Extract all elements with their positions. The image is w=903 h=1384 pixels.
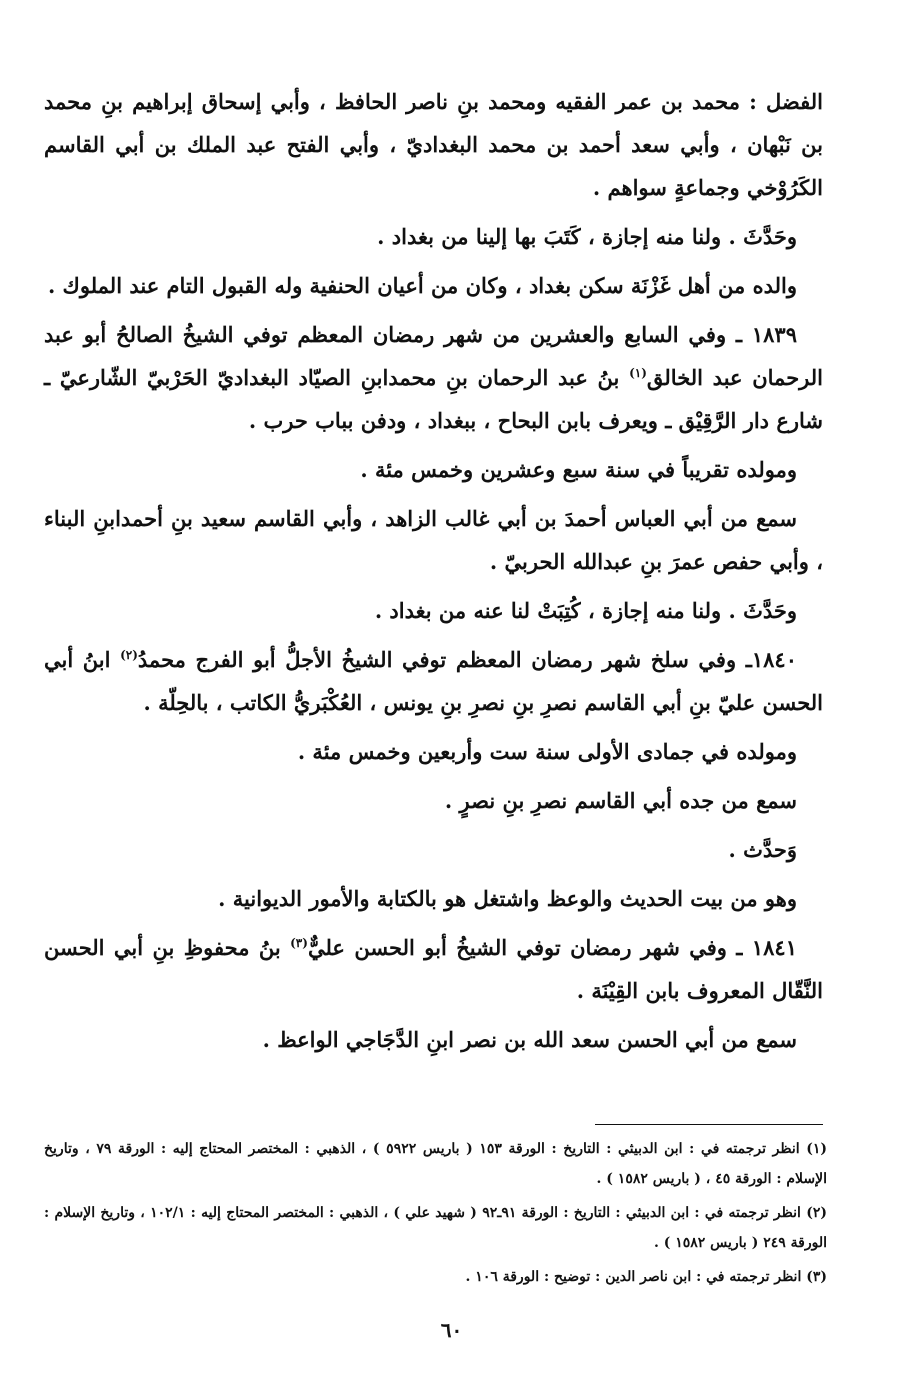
paragraph: وحَدَّثَ . ولنا منه إجازة ، كُتِبَتْ لنا عنه من بغداد . xyxy=(374,598,797,623)
entry-1840 xyxy=(44,638,823,724)
footnote-ref[interactable]: (١) xyxy=(629,366,647,380)
footnote: (٢) انظر ترجمته في : ابن الدبيثي : التاريخ : الورقة ٩١ـ٩٢ ( شهيد علي ) ، الذهبي : المختصر المحتاج إليه : ١٠٢/١ ، وتاريخ الإسلام : الورقة ٢٤٩ ( باريس ١٥٨٢ ) . xyxy=(44,1205,827,1251)
footnote-ref[interactable]: (٢) xyxy=(120,648,138,662)
entry-text: ـ وفي السابع والعشرين من شهر رمضان المعظم توفي الشيخُ الصالحُ أبو عبد الرحمان عبد الخالق xyxy=(44,322,824,390)
paragraph: سمع من أبي العباس أحمدَ بن أبي غالب الزاهد ، وأبي القاسم سعيد بنِ أحمدابنِ البناء ، وأبي حفص عمرَ بنِ عبدالله الحربيّ . xyxy=(44,506,823,574)
entry-1841 xyxy=(44,926,823,1012)
paragraph: وهو من بيت الحديث والوعظ واشتغل هو بالكتابة والأمور الديوانية . xyxy=(218,886,797,911)
entry-text: ـ وفي شهر رمضان توفي الشيخُ أبو الحسن عليٌّ xyxy=(307,935,752,960)
entry-1839 xyxy=(44,313,823,442)
footnotes xyxy=(44,1134,827,1296)
paragraph: سمع من أبي الحسن سعد الله بن نصر ابنِ الدَّجَاجي الواعظ . xyxy=(262,1027,797,1052)
paragraph: وَحدَّث . xyxy=(728,837,797,862)
entry-number: ١٨٤١ xyxy=(751,935,797,960)
entry-text: ابنُ أبي الحسن عليّ بنِ أبي القاسم نصرِ بنِ نصرِ بنِ يونس ، العُكْبَريُّ الكاتب ، بالحِلّة . xyxy=(44,647,823,715)
page-body xyxy=(44,80,823,1067)
footnote: (٣) انظر ترجمته في : ابن ناصر الدين : توضيح : الورقة ١٠٦ . xyxy=(465,1269,827,1285)
paragraph: ومولده في جمادى الأولى سنة ست وأربعين وخمس مئة . xyxy=(297,739,797,764)
footnote-ref[interactable]: (٣) xyxy=(290,936,308,950)
footnote: (١) انظر ترجمته في : ابن الدبيثي : التاريخ : الورقة ١٥٣ ( باريس ٥٩٢٢ ) ، الذهبي : المختصر المحتاج إليه : الورقة ٧٩ ، وتاريخ الإسلام : الورقة ٤٥ ، ( باريس ١٥٨٢ ) . xyxy=(44,1141,828,1187)
paragraph: الفضل : محمد بن عمر الفقيه ومحمد بنِ ناصر الحافظ ، وأبي إسحاق إبراهيم بنِ محمد بن نَبْهان ، وأبي سعد أحمد بن محمد البغداديّ ، وأبي الفتح عبد الملك بن أبي القاسم الكَرُوْخي وجماعةٍ سواهم . xyxy=(44,89,823,200)
entry-text: بنُ عبد الرحمان بنِ محمدابنِ الصيّاد البغداديّ الحَرْبيّ الشّارعيّ ـ شارع دار الرَّقِيْق ـ ويعرف بابن البحاح ، ببغداد ، ودفن بباب حرب . xyxy=(44,365,823,433)
paragraph: والده من أهل غَزْنَة سكن بغداد ، وكان من أعيان الحنفية وله القبول التام عند الملوك . xyxy=(47,273,797,298)
page-number: ٦٠ xyxy=(440,1318,463,1342)
entry-number: ١٨٤٠ xyxy=(751,647,797,672)
paragraph: سمع من جده أبي القاسم نصرِ بنِ نصرٍ . xyxy=(444,788,797,813)
paragraph: وحَدَّثَ . ولنا منه إجازة ، كَتَبَ بها إلينا من بغداد . xyxy=(377,224,797,249)
entry-text: بنُ محفوظِ بنِ أبي الحسن النَّقّال المعروف بابن القِيْنَة . xyxy=(44,935,823,1003)
entry-number: ١٨٣٩ xyxy=(751,322,797,347)
entry-text: ـ وفي سلخ شهر رمضان المعظم توفي الشيخُ الأجلُّ أبو الفرج محمدُ xyxy=(137,647,752,672)
footnote-divider xyxy=(595,1124,823,1125)
paragraph: ومولده تقريباً في سنة سبع وعشرين وخمس مئة . xyxy=(360,457,797,482)
